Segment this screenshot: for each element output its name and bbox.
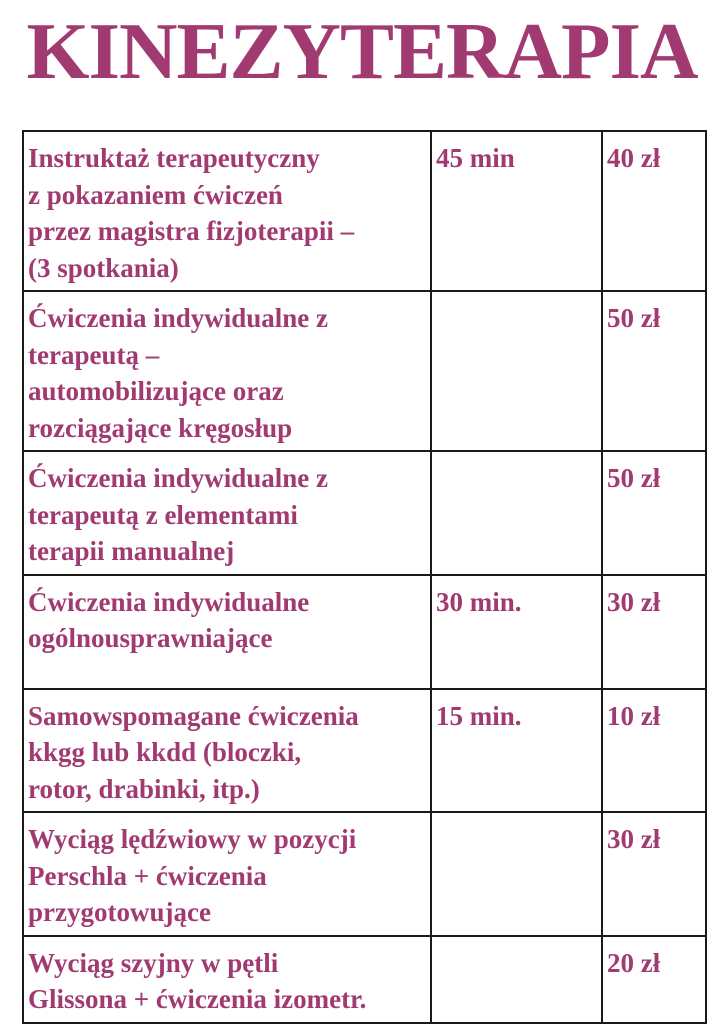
- service-duration: [431, 291, 602, 451]
- table-row: [23, 451, 706, 575]
- price-table: [22, 130, 707, 1024]
- service-price: 50 zł: [602, 451, 706, 575]
- table-row: [23, 291, 706, 451]
- service-duration: 30 min.: [431, 575, 602, 689]
- service-price: 20 zł: [602, 936, 706, 1023]
- table-row: [23, 131, 706, 291]
- service-duration: 45 min: [431, 131, 602, 291]
- service-price: 30 zł: [602, 812, 706, 936]
- service-price: 40 zł: [602, 131, 706, 291]
- service-description: Ćwiczenia indywidualne ogólnousprawniające: [23, 575, 431, 689]
- service-duration: [431, 812, 602, 936]
- service-description: Ćwiczenia indywidualne z terapeutą – automobilizujące oraz rozciągające kręgosłup: [23, 291, 431, 451]
- service-description: Wyciąg lędźwiowy w pozycji Perschla + ćwiczenia przygotowujące: [23, 812, 431, 936]
- service-duration: [431, 936, 602, 1023]
- service-description: Samowspomagane ćwiczenia kkgg lub kkdd (bloczki, rotor, drabinki, itp.): [23, 689, 431, 813]
- service-price: 10 zł: [602, 689, 706, 813]
- service-duration: 15 min.: [431, 689, 602, 813]
- page-title: KINEZYTERAPIA: [26, 6, 698, 96]
- table-row: [23, 812, 706, 936]
- service-price: 30 zł: [602, 575, 706, 689]
- table-row: [23, 936, 706, 1023]
- service-description: Ćwiczenia indywidualne z terapeutą z elementami terapii manualnej: [23, 451, 431, 575]
- service-description: Wyciąg szyjny w pętli Glissona + ćwiczenia izometr.: [23, 936, 431, 1023]
- service-description: Instruktaż terapeutyczny z pokazaniem ćwiczeń przez magistra fizjoterapii – (3 spotkania): [23, 131, 431, 291]
- service-duration: [431, 451, 602, 575]
- service-price: 50 zł: [602, 291, 706, 451]
- table-row: [23, 689, 706, 813]
- table-row: [23, 575, 706, 689]
